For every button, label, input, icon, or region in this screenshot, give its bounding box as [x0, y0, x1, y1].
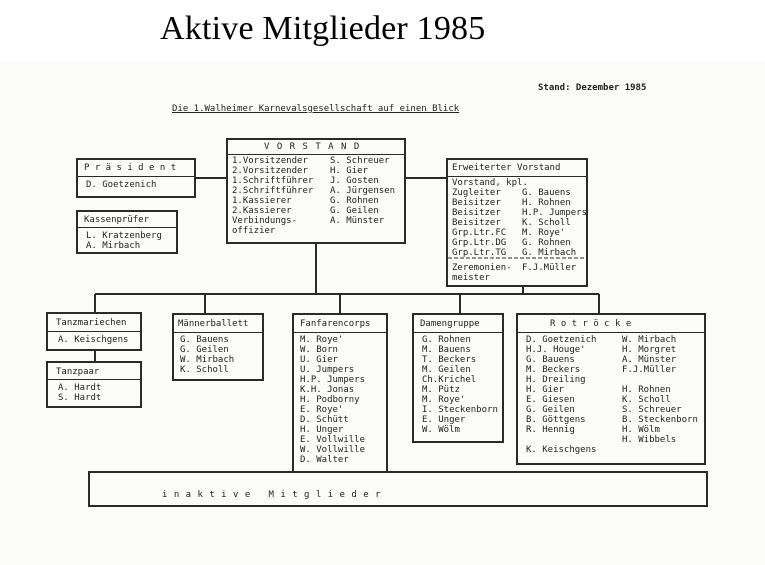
- erw-name: M. Roye': [522, 228, 566, 238]
- vorstand-role: 2.Kassierer: [232, 206, 292, 216]
- rotroecke-name: W. Mirbach: [622, 335, 677, 345]
- rotroecke-name: H. Dreiling: [526, 375, 586, 385]
- erw-role: Grp.Ltr.TG: [452, 248, 507, 258]
- rotroecke-name: B. Göttgens: [526, 415, 586, 425]
- fanfarencorps-name: H. Unger: [300, 425, 344, 435]
- zeremonie-role: meister: [452, 273, 490, 283]
- vorstand-role: offizier: [232, 226, 276, 236]
- vorstand-heading: V O R S T A N D: [264, 142, 361, 152]
- rotroecke-name: K. Keischgens: [526, 445, 597, 455]
- erw-role: Vorstand, kpl.: [452, 178, 528, 188]
- maennerballett-name: K. Scholl: [180, 365, 229, 375]
- fanfarencorps-name: H.P. Jumpers: [300, 375, 366, 385]
- tanzpaar-name: A. Hardt: [58, 383, 102, 393]
- vorstand-role: 2.Vorsitzender: [232, 166, 308, 176]
- vorstand-role: 1.Vorsitzender: [232, 156, 308, 166]
- zeremonie-role: Zeremonien-: [452, 263, 512, 273]
- damengruppe-name: T. Beckers: [422, 355, 477, 365]
- fanfarencorps-name: K.H. Jonas: [300, 385, 355, 395]
- vorstand-name: H. Gier: [330, 166, 368, 176]
- vorstand-name: J. Gosten: [330, 176, 379, 186]
- erw-role: Zugleiter: [452, 188, 501, 198]
- rotroecke-name: H. Morgret: [622, 345, 677, 355]
- inaktive-mitglieder-box: [88, 471, 708, 507]
- vorstand-name: G. Geilen: [330, 206, 379, 216]
- rotroecke-box: [516, 313, 706, 465]
- erw-role: Grp.Ltr.DG: [452, 238, 507, 248]
- rotroecke-name: G. Geilen: [526, 405, 575, 415]
- erw-name: G. Mirbach: [522, 248, 577, 258]
- damengruppe-name: E. Unger: [422, 415, 466, 425]
- rotroecke-name: G. Bauens: [526, 355, 575, 365]
- damengruppe-heading: Damengruppe: [420, 319, 480, 329]
- fanfarencorps-name: E. Vollwille: [300, 435, 366, 445]
- tanzmariechen-name: A. Keischgens: [58, 335, 129, 345]
- rotroecke-name: H.J. Houge': [526, 345, 586, 355]
- kassenpruefer-name: L. Kratzenberg: [86, 231, 162, 241]
- praesident-box: [76, 158, 196, 198]
- rotroecke-name: H. Wölm: [622, 425, 660, 435]
- rotroecke-name: D. Goetzenich: [526, 335, 597, 345]
- vorstand-role: 2.Schriftführer: [232, 186, 314, 196]
- damengruppe-name: G. Rohnen: [422, 335, 471, 345]
- erw-role: Beisitzer: [452, 208, 501, 218]
- kassenpruefer-name: A. Mirbach: [86, 241, 141, 251]
- damengruppe-box: [412, 313, 504, 443]
- praesident-heading: P r ä s i d e n t: [84, 163, 177, 173]
- rotroecke-name: E. Giesen: [526, 395, 575, 405]
- erw-role: Beisitzer: [452, 198, 501, 208]
- damengruppe-name: Ch.Krichel: [422, 375, 477, 385]
- fanfarencorps-heading: Fanfarencorps: [300, 319, 371, 329]
- fanfarencorps-name: M. Roye': [300, 335, 344, 345]
- damengruppe-name: M. Pütz: [422, 385, 460, 395]
- fanfarencorps-name: H. Podborny: [300, 395, 360, 405]
- page-title: Aktive Mitglieder 1985: [160, 10, 486, 47]
- rotroecke-name: B. Steckenborn: [622, 415, 698, 425]
- damengruppe-name: M. Bauens: [422, 345, 471, 355]
- rotroecke-name: M. Beckers: [526, 365, 581, 375]
- maennerballett-box: [172, 313, 264, 381]
- erw-role: Beisitzer: [452, 218, 501, 228]
- vorstand-role: 1.Kassierer: [232, 196, 292, 206]
- tanzpaar-heading: Tanzpaar: [56, 367, 100, 377]
- praesident-name: D. Goetzenich: [86, 180, 157, 190]
- maennerballett-heading: Männerballett: [178, 319, 249, 329]
- maennerballett-name: W. Mirbach: [180, 355, 235, 365]
- fanfarencorps-name: D. Walter: [300, 455, 349, 465]
- erweiterter-vorstand-box: [446, 158, 588, 287]
- fanfarencorps-box: [292, 313, 388, 473]
- kassenpruefer-box: [76, 210, 178, 254]
- inaktive-heading: i n a k t i v e M i t g l i e d e r: [162, 490, 381, 500]
- fanfarencorps-name: U. Gier: [300, 355, 338, 365]
- tanzmariechen-heading: Tanzmariechen: [56, 318, 127, 328]
- vorstand-name: A. Münster: [330, 216, 385, 226]
- rotroecke-name: F.J.Müller: [622, 365, 677, 375]
- damengruppe-name: W. Wölm: [422, 425, 460, 435]
- zeremonie-name: F.J.Müller: [522, 263, 577, 273]
- document-subtitle: Die 1.Walheimer Karnevalsgesellschaft auf einen Blick: [172, 104, 460, 114]
- erweiterter-vorstand-heading: Erweiterter Vorstand: [452, 163, 561, 173]
- erw-name: H.P. Jumpers: [522, 208, 588, 218]
- damengruppe-name: M. Geilen: [422, 365, 471, 375]
- rotroecke-name: S. Schreuer: [622, 405, 682, 415]
- rotroecke-name: H. Gier: [526, 385, 564, 395]
- erw-name: G. Rohnen: [522, 238, 571, 248]
- tanzpaar-name: S. Hardt: [58, 393, 102, 403]
- maennerballett-name: G. Bauens: [180, 335, 229, 345]
- erw-role: Grp.Ltr.FC: [452, 228, 507, 238]
- rotroecke-name: H. Rohnen: [622, 385, 671, 395]
- rotroecke-name: K. Scholl: [622, 395, 671, 405]
- fanfarencorps-name: W. Vollwille: [300, 445, 366, 455]
- erw-name: H. Rohnen: [522, 198, 571, 208]
- stand-date: Stand: Dezember 1985: [538, 83, 647, 93]
- vorstand-box: [226, 138, 406, 244]
- vorstand-role: 1.Schriftführer: [232, 176, 314, 186]
- damengruppe-name: M. Roye': [422, 395, 466, 405]
- rotroecke-name: R. Hennig: [526, 425, 575, 435]
- fanfarencorps-name: U. Jumpers: [300, 365, 355, 375]
- erw-name: G. Bauens: [522, 188, 571, 198]
- org-chart-document: [0, 62, 765, 565]
- erw-name: K. Scholl: [522, 218, 571, 228]
- vorstand-role: Verbindungs-: [232, 216, 298, 226]
- rotroecke-name: A. Münster: [622, 355, 677, 365]
- fanfarencorps-name: W. Born: [300, 345, 338, 355]
- rotroecke-heading: R o t r ö c k e: [550, 319, 632, 329]
- tanzmariechen-box: [46, 312, 142, 351]
- vorstand-name: A. Jürgensen: [330, 186, 396, 196]
- vorstand-name: S. Schreuer: [330, 156, 390, 166]
- vorstand-name: G. Rohnen: [330, 196, 379, 206]
- rotroecke-name: H. Wibbels: [622, 435, 677, 445]
- damengruppe-name: I. Steckenborn: [422, 405, 498, 415]
- fanfarencorps-name: D. Schütt: [300, 415, 349, 425]
- maennerballett-name: G. Geilen: [180, 345, 229, 355]
- kassenpruefer-heading: Kassenprüfer: [84, 215, 150, 225]
- fanfarencorps-name: E. Roye': [300, 405, 344, 415]
- tanzpaar-box: [46, 361, 142, 408]
